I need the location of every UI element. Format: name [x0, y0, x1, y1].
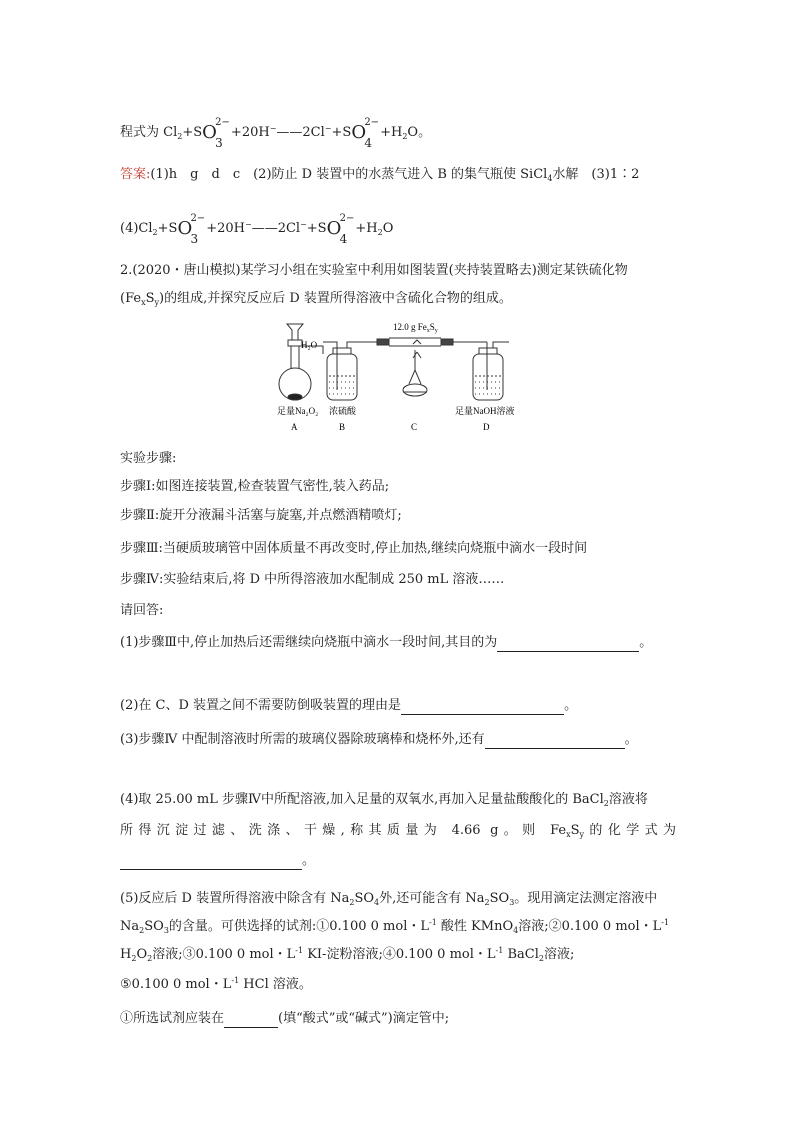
- q2-end: 。: [564, 698, 578, 713]
- q5-text: 溶液;③0.100 0 mol・L: [152, 947, 296, 962]
- answer-text: 水解 (3)1∶2: [552, 167, 640, 182]
- sample-y: y: [434, 328, 438, 334]
- q5-text: BaCl: [503, 947, 539, 962]
- answer-text: (1)h g d c (2)防止 D 装置中的水蒸气进入 B 的集气瓶使 SiCl: [150, 167, 548, 182]
- ion-charge: 2−: [364, 117, 380, 128]
- label-c: C: [411, 422, 418, 432]
- answer-blank-5[interactable]: [224, 1013, 278, 1028]
- q3-text: (3)步骤Ⅳ 中配制溶液时所需的玻璃仪器除玻璃棒和烧杯外,还有: [120, 732, 485, 747]
- step-2: 步骤Ⅱ:旋开分液漏斗活塞与旋塞,并点燃酒精喷灯;: [120, 508, 402, 523]
- subscript: x: [566, 830, 571, 839]
- eq-text: +H: [355, 221, 378, 236]
- question-2-line1: 2.(2020・唐山模拟)某学习小组在实验室中利用如图装置(夹持装置略去)测定某铁硫化物: [120, 263, 628, 278]
- answer-line: [120, 166, 639, 184]
- tube-c: [377, 338, 487, 396]
- q4-text: 的化学式为: [584, 823, 676, 838]
- superscript: -1: [495, 946, 504, 955]
- superscript: −: [300, 220, 307, 229]
- q4-text: 所得沉淀过滤、洗涤、干燥,称其质量为 4.66 g。则 Fe: [120, 823, 567, 838]
- step-1: 步骤Ⅰ:如图连接装置,检查装置气密性,装入药品;: [120, 479, 390, 494]
- q4-end: 。: [302, 853, 316, 868]
- eq-text: O。: [407, 125, 432, 140]
- steps-title: 实验步骤:: [120, 451, 177, 466]
- subscript: y: [579, 830, 585, 839]
- eq-text: +20H: [230, 125, 270, 140]
- q5-text: SO: [144, 919, 164, 934]
- subscript: x: [141, 298, 146, 307]
- question-5-line4: [120, 976, 312, 994]
- subscript: 2: [402, 132, 408, 141]
- question-4-line3: [120, 852, 315, 870]
- superscript: −: [269, 124, 277, 133]
- q2-text: (2)在 C、D 装置之间不需要防倒吸装置的理由是: [120, 698, 402, 713]
- ion-subscript: 4: [339, 232, 348, 246]
- ion-charge: 2−: [339, 213, 355, 224]
- subscript: 2: [603, 799, 609, 808]
- naoh-label: 足量NaOH溶液: [455, 406, 515, 416]
- sample-mass: 12.0 g Fe: [393, 322, 427, 332]
- q2-text: )的组成,并探究反应后 D 装置所得溶液中含硫化合物的组成。: [159, 291, 512, 306]
- ask-label: 请回答:: [120, 603, 164, 618]
- q5-text: 。现用滴定法测定溶液中: [514, 891, 658, 906]
- subscript: 3: [509, 898, 515, 907]
- eq-text: O: [382, 221, 394, 236]
- superscript: -1: [428, 918, 437, 927]
- label-d: D: [483, 422, 490, 432]
- eq-text: +H: [380, 125, 403, 140]
- bottle-b: [323, 342, 377, 400]
- ion-charge: 2−: [190, 213, 206, 224]
- q2-text: S: [145, 291, 155, 306]
- q5-text: 外,还可能含有 Na: [379, 891, 485, 906]
- equation-line: [120, 117, 432, 150]
- subscript: 2: [131, 954, 137, 963]
- answer-blank-1[interactable]: [497, 637, 639, 652]
- q5-text: 的含量。可供选择的试剂:①0.100 0 mol・L: [168, 919, 429, 934]
- na2o2-label: 足量Na₂O₂: [277, 406, 319, 416]
- step-3: 步骤Ⅲ:当硬质玻璃管中固体质量不再改变时,停止加热,继续向烧瓶中滴水一段时间: [120, 541, 588, 556]
- superscript: -1: [231, 976, 240, 985]
- eq-arrow: ——: [276, 125, 303, 140]
- subscript: 2: [349, 898, 355, 907]
- ion-o: O: [177, 218, 193, 239]
- subscript: 3: [163, 926, 169, 935]
- q4-text: 溶液将: [608, 792, 648, 807]
- q4-text: S: [570, 823, 580, 838]
- ion-subscript: 3: [190, 232, 199, 246]
- q2-text: (Fe: [120, 291, 142, 306]
- ion-charge: 2−: [215, 117, 230, 128]
- label-b: B: [339, 422, 346, 432]
- q5-text: ①所选试剂应装在: [120, 1011, 225, 1026]
- ion-o: O: [326, 218, 342, 239]
- eq-text: (4)Cl: [120, 221, 153, 236]
- sulfite-ion: [177, 213, 206, 246]
- eq-text: +20H: [206, 221, 245, 236]
- subscript: 4: [513, 926, 519, 935]
- q5-text: (5)反应后 D 装置所得溶液中除含有 Na: [120, 891, 350, 906]
- question-2-line2: [120, 290, 512, 308]
- question-3: [120, 731, 638, 749]
- question-5-line2: [120, 918, 669, 936]
- superscript: −: [324, 124, 332, 133]
- question-4-line1: [120, 791, 648, 809]
- q5-text: 酸性 KMnO: [436, 919, 514, 934]
- step-4: 步骤Ⅳ:实验结束后,将 D 中所得溶液加水配制成 250 mL 溶液……: [120, 572, 505, 587]
- sample-x: x: [426, 328, 430, 334]
- subscript: 2: [377, 228, 383, 237]
- q5-text: SO: [354, 891, 375, 906]
- q1-end: 。: [639, 635, 653, 650]
- superscript: −: [244, 220, 252, 229]
- q5-text: 溶液;: [543, 947, 575, 962]
- eq-text: 2Cl: [277, 221, 301, 236]
- subscript: 2: [139, 926, 145, 935]
- q5-text: HCl 溶液。: [239, 977, 312, 992]
- subscript: y: [154, 298, 160, 307]
- ion-o: O: [202, 122, 217, 143]
- q5-text: 溶液;②0.100 0 mol・L: [518, 919, 662, 934]
- superscript: -1: [295, 946, 304, 955]
- question-1: [120, 634, 652, 652]
- q5-text: (填“酸式”或“碱式”)滴定管中;: [278, 1011, 450, 1026]
- eq-text: +S: [331, 125, 352, 140]
- q5-text: Na: [120, 919, 140, 934]
- eq-text: 程式为 Cl: [120, 125, 178, 140]
- eq-arrow: ——: [251, 221, 278, 236]
- sample-s: S: [429, 322, 435, 332]
- question-2: [120, 697, 577, 715]
- sulfite-ion: [202, 117, 230, 150]
- ion-subscript: 3: [215, 136, 223, 150]
- ion-o: O: [351, 122, 367, 143]
- label-a: A: [291, 422, 298, 432]
- flask-a: [279, 324, 323, 400]
- q4-text: (4)取 25.00 mL 步骤Ⅳ中所配溶液,加入足量的双氧水,再加入足量盐酸酸化的 BaCl: [120, 792, 604, 807]
- subscript: 2: [152, 228, 158, 237]
- superscript: -1: [661, 918, 670, 927]
- question-5-line5: [120, 1010, 449, 1028]
- eq-text: 2Cl: [302, 125, 325, 140]
- subscript: 2: [484, 898, 490, 907]
- ion-subscript: 4: [364, 136, 372, 150]
- bottle-d: [473, 342, 509, 400]
- sulfate-ion: [326, 213, 355, 246]
- q5-text: ⑤0.100 0 mol・L: [120, 977, 232, 992]
- q5-text: H: [120, 947, 132, 962]
- q1-text: (1)步骤Ⅲ中,停止加热后还需继续向烧瓶中滴水一段时间,其目的为: [120, 635, 498, 650]
- apparatus-diagram: [265, 320, 535, 435]
- equation-line-2: [120, 213, 394, 246]
- acid-label: 浓硫酸: [329, 406, 357, 416]
- eq-text: +S: [306, 221, 327, 236]
- answer-blank-3[interactable]: [485, 734, 625, 749]
- sample-label: [393, 322, 438, 334]
- eq-text: +S: [182, 125, 203, 140]
- subscript: 2: [147, 954, 153, 963]
- subscript: 4: [374, 898, 380, 907]
- q5-text: SO: [489, 891, 510, 906]
- subscript: 2: [177, 132, 183, 141]
- subscript: 2: [538, 954, 544, 963]
- question-5-line3: [120, 946, 574, 964]
- eq-text: +S: [157, 221, 178, 236]
- question-5-line1: [120, 890, 657, 908]
- q5-text: KI-淀粉溶液;④0.100 0 mol・L: [303, 947, 496, 962]
- sulfate-ion: [351, 117, 380, 150]
- answer-label: 答案:: [120, 167, 151, 182]
- answer-blank-4[interactable]: [120, 855, 302, 870]
- h2o-label: H₂O: [301, 340, 318, 350]
- question-4-line2: [120, 822, 676, 840]
- q5-text: O: [136, 947, 148, 962]
- answer-blank-2[interactable]: [401, 700, 564, 715]
- q3-end: 。: [624, 732, 638, 747]
- subscript: 4: [547, 174, 553, 183]
